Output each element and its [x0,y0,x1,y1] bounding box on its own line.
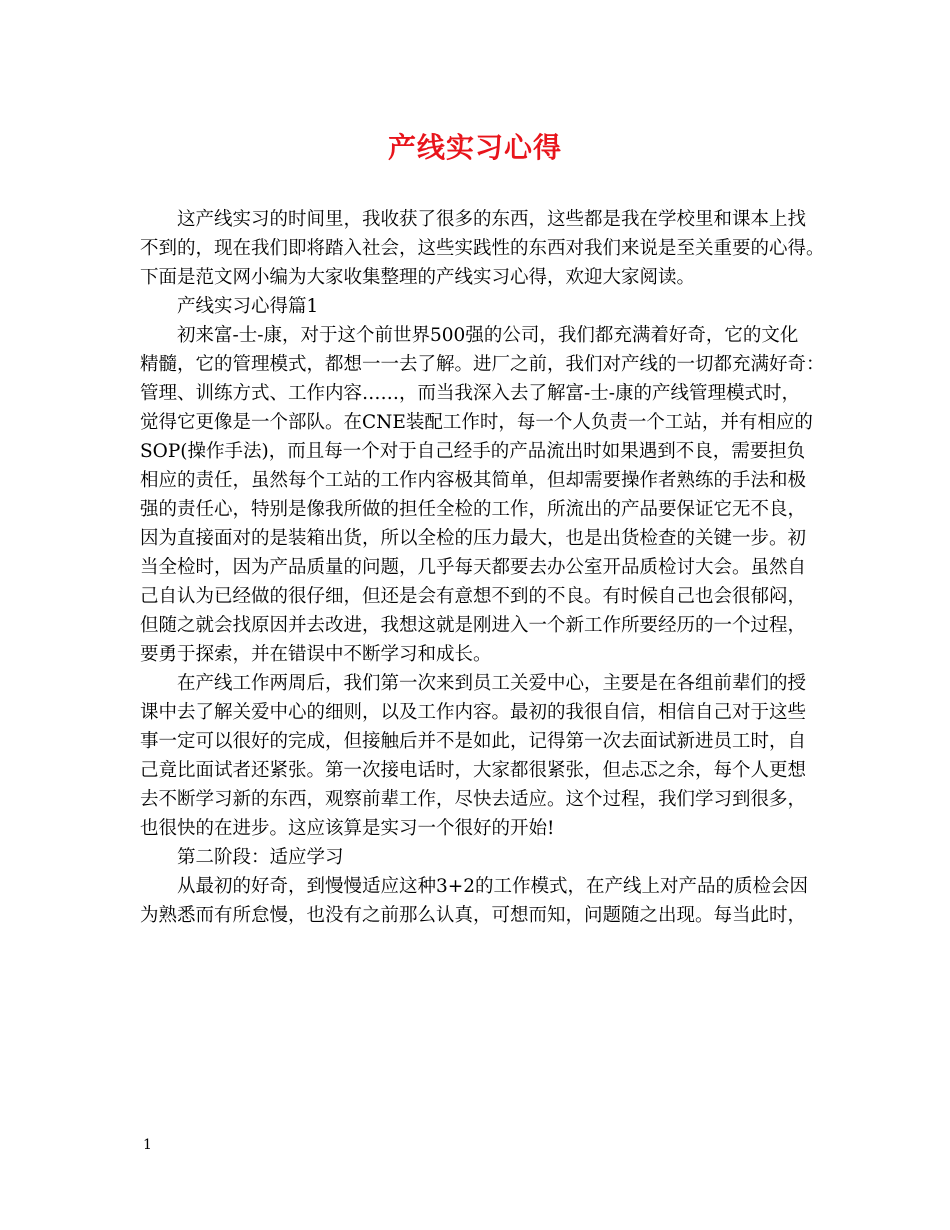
text-line: 从最初的好奇，到慢慢适应这种3+2的工作模式，在产线上对产品的质检会因 [177,876,809,897]
text-line: 己竟比面试者还紧张。第一次接电话时，大家都很紧张，但忐忑之余，每个人更想 [140,760,807,781]
text-line: 第二阶段：适应学习 [177,847,344,868]
text-line: 但随之就会找原因并去改进，我想这就是刚进入一个新工作所要经历的一个过程， [140,615,807,636]
text-line: 为熟悉而有所怠慢，也没有之前那么认真，可想而知，问题随之出现。每当此时， [140,905,807,926]
text-line: 下面是范文网小编为大家收集整理的产线实习心得，欢迎大家阅读。 [140,267,696,288]
document-body [140,205,825,930]
text-line: 管理、训练方式、工作内容……，而当我深入去了解富-士-康的产线管理模式时， [140,383,801,404]
text-line: 事一定可以很好的完成，但接触后并不是如此，记得第一次去面试新进员工时，自 [140,731,807,752]
text-line: 觉得它更像是一个部队。在CNE装配工作时，每一个人负责一个工站，并有相应的 [140,412,813,433]
text-line: 不到的，现在我们即将踏入社会，这些实践性的东西对我们来说是至关重要的心得。 [140,238,825,259]
text-line: 课中去了解关爱中心的细则，以及工作内容。最初的我很自信，相信自己对于这些 [140,702,807,723]
text-line: 也很快的在进步。这应该算是实习一个很好的开始! [140,818,555,839]
text-line: 己自认为已经做的很仔细，但还是会有意想不到的不良。有时候自己也会很郁闷， [140,586,807,607]
text-line: 在产线工作两周后，我们第一次来到员工关爱中心，主要是在各组前辈们的授 [177,673,807,694]
text-line: SOP(操作手法)，而且每一个对于自己经手的产品流出时如果遇到不良，需要担负 [140,441,806,462]
text-line: 这产线实习的时间里，我收获了很多的东西，这些都是我在学校里和课本上找 [177,209,807,230]
text-line: 初来富-士-康，对于这个前世界500强的公司，我们都充满着好奇，它的文化 [177,325,799,346]
text-line: 去不断学习新的东西，观察前辈工作，尽快去适应。这个过程，我们学习到很多， [140,789,807,810]
text-line: 产线实习心得篇1 [177,296,319,317]
text-line: 因为直接面对的是装箱出货，所以全检的压力最大，也是出货检查的关键一步。初 [140,528,807,549]
text-line: 强的责任心，特别是像我所做的担任全检的工作，所流出的产品要保证它无不良， [140,499,807,520]
text-line: 相应的责任，虽然每个工站的工作内容极其简单，但却需要操作者熟练的手法和极 [140,470,807,491]
text-line: 要勇于探索，并在错误中不断学习和成长。 [140,644,492,665]
text-line: 当全检时，因为产品质量的问题，几乎每天都要去办公室开品质检讨大会。虽然自 [140,557,807,578]
document-title: 产线实习心得 [387,131,562,164]
text-line: 精髓，它的管理模式，都想一一去了解。进厂之前，我们对产线的一切都充满好奇： [140,354,825,375]
page-number: 1 [143,1137,152,1153]
